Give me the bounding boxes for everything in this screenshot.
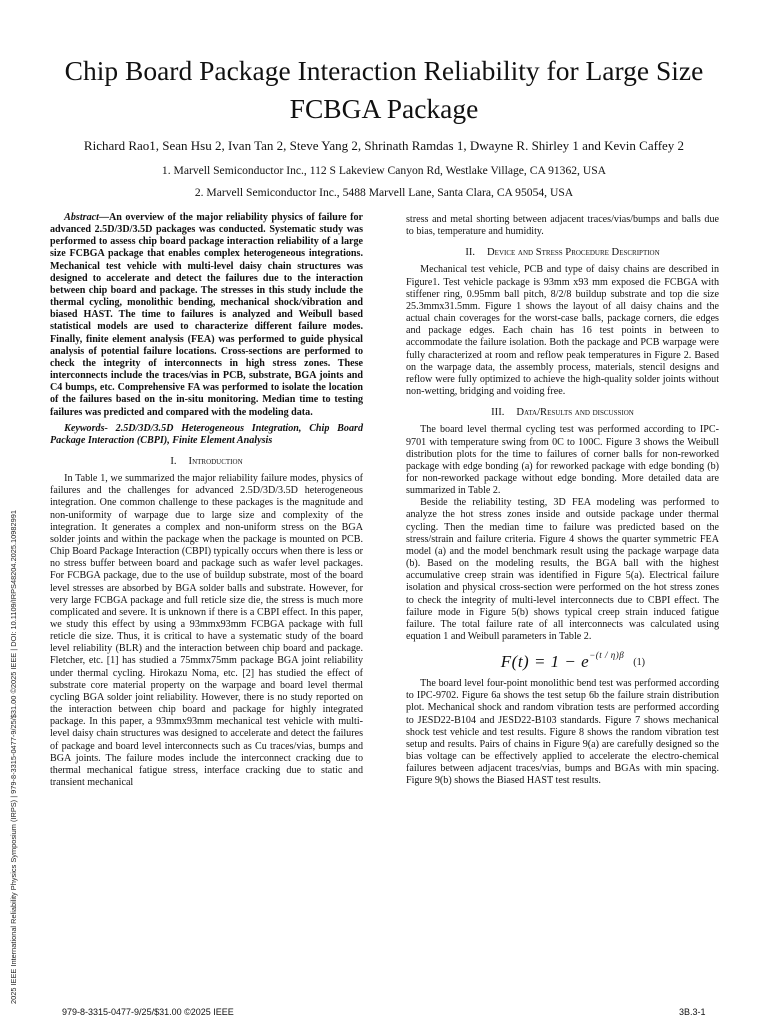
page-number: 3B.3-1	[679, 1007, 706, 1017]
section-title: Data/Results and discussion	[516, 407, 634, 419]
paper-title: Chip Board Package Interaction Reliability for Large Size FCBGA Package	[64, 55, 704, 124]
body-paragraph: Beside the reliability testing, 3D FEA modeling was performed to analyze the hot stress zones inside and outside package under thermal cycling. Then the median time to failure was predicted based on the stress/strain and failure criteria. Figure 4 shows the quarter symmetric FEA model (a) and the model benchmark result using the package warpage data (b). Based on the modeling results, the BGA ball with the highest accumulative creep strain was identified in Figure 5(a). Electrical failure isolation and physical cross-section were performed on the hot stress zones to check the integrity of multi-level interconnects due to CBPI effect. The failure mode in Figure 5(b) shows typical creep strain induced fatigue failure. The total failure rate of all interconnects was calculated using equation 1 and Weibull parameters in Table 2.	[406, 497, 719, 642]
section-heading-device	[406, 247, 719, 259]
section-heading-results	[406, 407, 719, 419]
section-number: III.	[491, 407, 505, 419]
keywords: Keywords- 2.5D/3D/3.5D Heterogeneous Integration, Chip Board Package Interaction (CBPI), Finite Element Analysis	[50, 422, 363, 446]
abstract	[50, 212, 363, 419]
footer-copyright: 979-8-3315-0477-9/25/$31.00 ©2025 IEEE	[62, 1007, 234, 1017]
equation-body: F(t) = 1 − e	[500, 652, 590, 672]
body-paragraph: The board level thermal cycling test was performed according to IPC-9701 with temperature swing from 0C to 100C. Figure 3 shows the Weibull distribution plots for the time to failures of corner balls for non-reworked package with edge bonding (a) for reworked package with edge bonding (b) for non-reworked package without edge bonding. More detailed data are summarized in Table 2.	[406, 424, 719, 497]
abstract-text: —An overview of the major reliability physics of failure for advanced 2.5D/3D/3.5D packages was conducted. Systematic study was performed to assess chip board package interaction reliability of a large size FCBGA package that enables complex heterogeneous integrations. Mechanical test vehicle with multi-level daisy chain structures was designed to accelerate and detect the failures due to the interaction between chip board and package. The stresses in this study include the thermal cycling, monolithic bending, mechanical shock/vibration and biased HAST. The time to failures is analyzed and Weibull based statistical models are used to characterize different failure modes. Finally, finite element analysis (FEA) was performed to guide physical analysis of potential failure locations. Cross-sections are performed to check the integrity of interconnects in high stress zones. These interconnects include the traces/vias in PCB, substrate, BGA joints and C4 bumps, etc. Comprehensive FA was performed to isolate the location of the failures based on the in-situ monitoring. Median time to testing failures was predicted and compared with the modeling data.	[50, 212, 363, 418]
section-title: Device and Stress Procedure Description	[487, 247, 660, 259]
section-heading-introduction	[50, 456, 363, 468]
sidebar-citation: 2025 IEEE International Reliability Physics Symposium (IRPS) | 979-8-3315-0477-9/25/$31.00 ©2025 IEEE | DOI: 10.1109/IRPS48204.2025.10982991	[9, 510, 18, 1004]
affiliation-2: 2. Marvell Semiconductor Inc., 5488 Marvell Lane, Santa Clara, CA 95054, USA	[194, 186, 574, 199]
body-paragraph: Mechanical test vehicle, PCB and type of daisy chains are described in Figure1. Test vehicle package is 93mm x93 mm exposed die FCBGA with stiffener ring, 0.95mm ball pitch, 8/2/8 buildup substrate and top die size 25.3mmx31.5mm. Figure 1 shows the layout of all daisy chains and the actual chain coverages for the worst-case balls, package corners, die edges and package edges. Each chain has 16 test points in between to accommodate the failure isolation. Both the package and PCB warpage were fully characterized at room and reflow peak temperatures in Figure 2. Based on the warpage data, the assembly process, materials, stencil designs and reflow were fully optimized to achieve the high-quality solder joints without non-wetting, bridging and voiding free.	[406, 264, 719, 398]
section-title: Introduction	[188, 455, 243, 467]
section-number: I.	[170, 455, 177, 467]
body-paragraph: In Table 1, we summarized the major reliability failure modes, physics of failures and the challenges for advanced 2.5D/3D/3.5D heterogeneous integration. One common challenge to these packages is the magnitude and non-uniformity of warpage due to large size and complexity of the integration. It generates a complex and non-uniform stress on the BGA solder joints and within the package when the package is mounted on PCB. Chip Board Package Interaction (CBPI) typically occurs when there is less or no stress buffer between board and package such as wafer level packages. For FCBGA package, due to the use of buildup substrate, most of the board level stresses are absorbed by BGA solder balls and substrate. However, for very large FCBGA package and full reticle size die, the stress is much more complicated and severe. It is unknown if there is a CBPI effect. In this paper, we study this effect by using a 93mmx93mm FCBGA package with full reticle die size. Thus, it is critical to have a systematic study of the board level reliability (BLR) and the interaction between chip board and package. Fletcher, etc. [1] has studied a 75mmx75mm package BGA joint reliability under thermal cycling. Hirokazu Noma, etc. [2] has studied the effect of substrate core material property on the warpage and board level thermal cycling BGA solder joint reliability. However, there is no study reported on the interaction between chip board and package for highly integrated package. In this paper, a 93mmx93mm mechanical test vehicle with multi-level daisy chain structures was designed to accelerate and detect the failures of package and board level interconnects such as Cu traces/vias, bumps and BGA joints. The failure modes include the interconnect cracking due to thermal mechanical fatigue stress, interface cracking due to static and transient mechanical	[50, 473, 363, 789]
author-list: Richard Rao1, Sean Hsu 2, Ivan Tan 2, Steve Yang 2, Shrinath Ramdas 1, Dwayne R. Shirley 1 and Kevin Caffey 2	[83, 138, 685, 153]
affiliation-1: 1. Marvell Semiconductor Inc., 112 S Lakeview Canyon Rd, Westlake Village, CA 91362, USA	[161, 164, 607, 177]
equation-formula	[501, 652, 624, 671]
body-paragraph: stress and metal shorting between adjacent traces/vias/bumps and balls due to bias, temperature and humidity.	[406, 214, 719, 238]
left-column	[50, 212, 363, 789]
body-paragraph: The board level four-point monolithic bend test was performed according to IPC-9702. Figure 6a shows the test setup 6b the failure strain distribution plot. Mechanical shock and random vibration tests are performed according to JESD22-B104 and JESD22-B103 standards. Figure 7 shows mechanical shock test vehicle and test results. Figure 8 shows the random vibration test setup and results. Pairs of chains in Figure 9(a) are carefully designed so the bias voltage can be effectively applied to accelerate the electro-chemical failures between adjacent traces/vias, bumps and BGAs with min spacing. Figure 9(b) shows the Biased HAST test results.	[406, 678, 719, 787]
abstract-lead: Abstract	[64, 212, 99, 223]
right-column	[406, 214, 719, 788]
equation-1	[406, 649, 719, 675]
equation-exponent: −(t / η)β	[589, 650, 625, 661]
section-number: II.	[465, 247, 476, 259]
equation-number: (1)	[633, 657, 645, 669]
